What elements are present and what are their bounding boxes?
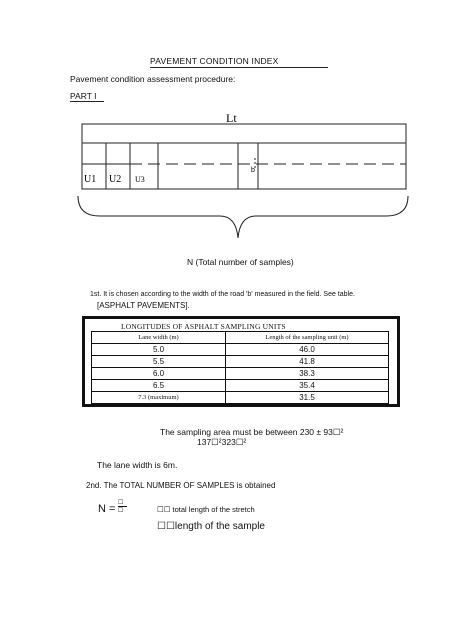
table-header-row (92, 332, 389, 344)
table-cell: 5.0 (92, 344, 226, 356)
unit-label-u3: U3 (135, 175, 145, 184)
table-cell: 6.0 (92, 368, 226, 380)
diagram-caption: N (Total number of samples) (187, 257, 294, 267)
table-cell: 46.0 (226, 344, 389, 356)
table-row (92, 392, 389, 404)
table-cell: 31.5 (226, 392, 389, 404)
title-underline (150, 67, 328, 68)
table-cell: 7.3 (maximum) (92, 392, 226, 404)
sampling-area-text: The sampling area must be between 230 ± 93☐² (160, 427, 344, 437)
table-cell: 35.4 (226, 380, 389, 392)
table-row (92, 368, 389, 380)
table-row (92, 344, 389, 356)
step-two-text: 2nd. The TOTAL NUMBER OF SAMPLES is obtained (86, 481, 276, 490)
table-row (92, 356, 389, 368)
road-outline (82, 124, 406, 189)
table-row (92, 380, 389, 392)
road-segment-diagram (70, 110, 410, 260)
unit-label-u1: U1 (84, 174, 97, 185)
sampling-table-frame (82, 316, 400, 407)
part-underline (70, 101, 104, 102)
header-lane-width: Lane width (m) (92, 332, 226, 344)
sampling-table (91, 331, 389, 404)
definition-sample-length: ☐☐length of the sample (157, 521, 265, 532)
table-cell: 6.5 (92, 380, 226, 392)
formula-numerator: ☐ (118, 500, 124, 506)
sampling-area-range: 137☐²323☐² (197, 437, 247, 447)
asphalt-note: [ASPHALT PAVEMENTS]. (97, 301, 190, 310)
procedure-subtitle: Pavement condition assessment procedure: (70, 74, 236, 84)
formula-fraction-bar (118, 506, 127, 507)
width-label-b: b (251, 167, 255, 174)
first-note: 1st. It is chosen according to the width of the road 'b' measured in the field. See table. (90, 291, 355, 298)
part-heading: PART I (70, 91, 97, 101)
formula-denominator: ☐ (118, 508, 124, 514)
formula-lhs: N = (98, 503, 116, 515)
definition-total-length: ☐☐ total length of the stretch (157, 505, 255, 514)
table-cell: 41.8 (226, 356, 389, 368)
unit-label-u2: U2 (109, 174, 122, 185)
table-cell: 5.5 (92, 356, 226, 368)
lane-width-text: The lane width is 6m. (97, 460, 178, 470)
header-sampling-length: Length of the sampling unit (m) (226, 332, 389, 344)
curly-brace (78, 196, 408, 238)
table-title: LONGITUDES OF ASPHALT SAMPLING UNITS (121, 322, 286, 331)
table-cell: 38.3 (226, 368, 389, 380)
total-length-label: Lt (226, 111, 237, 125)
page-title: PAVEMENT CONDITION INDEX (150, 56, 279, 66)
